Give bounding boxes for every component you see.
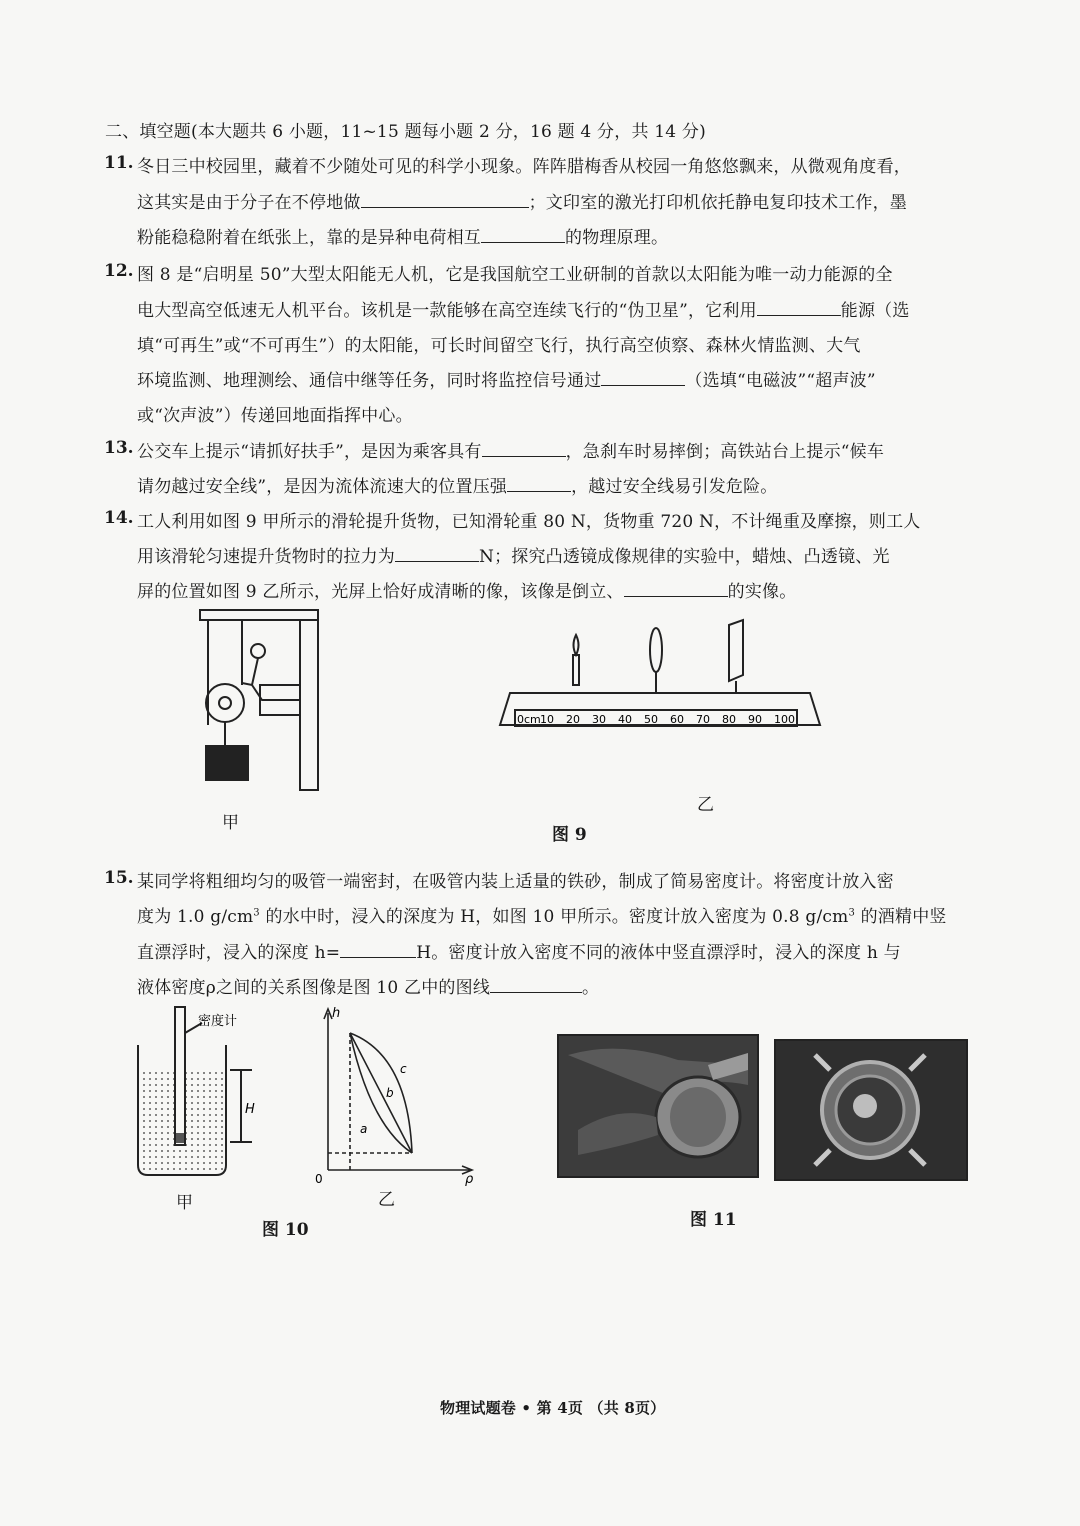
q14-number: 14. [104,508,134,528]
iron-sand [176,1133,184,1143]
ruler-tick-label: 100 [774,713,795,726]
q12-line2-b: 能源（选 [840,301,910,321]
q12-number: 12. [104,261,134,281]
candle [573,655,579,685]
q11-blank-2[interactable] [481,228,565,243]
q15-line2-b: 的水中时，浸入的深度为 H，如图 10 甲所示。密度计放入密度为 0.8 g/cm [259,907,849,927]
section-title: 二、填空题(本大题共 6 小题，11~15 题每小题 2 分，16 题 4 分，共 14 分) [105,122,706,142]
fig9-optical-bench [495,615,825,740]
candle-flame-icon [574,635,579,655]
curve-c-label: c [400,1062,407,1076]
q11-line2-a: 这其实是由于分子在不停地做 [137,193,361,213]
q15-sup-2: 3 [848,907,855,919]
fig11-caption: 图 11 [690,1210,737,1230]
q14-line2-a: 用该滑轮匀速提升货物时的拉力为 [137,547,395,567]
q15-line3-b: H。密度计放入密度不同的液体中竖直漂浮时，浸入的深度 h 与 [416,943,901,963]
q12-line5: 或“次声波”）传递回地面指挥中心。 [137,406,413,426]
q15-line4-a: 液体密度ρ之间的关系图像是图 10 乙中的图线 [137,978,491,998]
q13-line2-a: 请勿越过安全线”，是因为流体流速大的位置压强 [137,477,508,497]
q12-line2-a: 电大型高空低速无人机平台。该机是一款能够在高空连续飞行的“伪卫星”，它利用 [137,301,757,321]
q15-blank-1[interactable] [340,943,416,958]
fig10-label-b: 乙 [378,1190,395,1210]
q15-line3-a: 直漂浮时，浸入的深度 h= [137,943,341,963]
q13-blank-2[interactable] [507,477,571,492]
fig9-pulley-diagram [190,605,330,805]
q15-sup-1: 3 [253,907,260,919]
cargo-block [205,745,249,781]
convex-lens [650,628,662,672]
q15-line2-c: 的酒精中竖 [855,907,947,927]
ruler-tick-label: 90 [748,713,762,726]
fig10-caption: 图 10 [262,1220,309,1240]
q11-line3-b: 的物理原理。 [565,228,669,248]
ruler-unit: 0cm [517,713,541,726]
q12-line1: 图 8 是“启明星 50”大型太阳能无人机，它是我国航空工业研制的首款以太阳能为唯一动力能源的全 [137,265,893,285]
ruler-tick-label: 60 [670,713,684,726]
q15-line4 [137,973,599,998]
fig10-graph [310,1005,480,1185]
q15-line2 [137,902,947,927]
q12-line2 [137,296,910,321]
fig10-label-a: 甲 [176,1193,193,1213]
q12-line4 [137,366,876,391]
q12-line4-b: （选填“电磁波”“超声波” [685,371,876,391]
axis-x-label: ρ [465,1172,474,1187]
ruler-tick-label: 70 [696,713,710,726]
q11-line1: 冬日三中校园里，藏着不少随处可见的科学小现象。阵阵腊梅香从校园一角悠悠飘来，从微观角度看， [137,157,911,177]
fig9-caption: 图 9 [552,825,587,845]
fig9-label-a: 甲 [222,813,239,833]
fig9-label-b: 乙 [697,795,714,815]
q12-blank-1[interactable] [757,301,841,316]
q13-line2 [137,472,778,497]
q12-line3: 填“可再生”或“不可再生”）的太阳能，可长时间留空飞行，执行高空侦察、森林火情监测、大气 [137,336,861,356]
worker-body [242,658,300,700]
q13-line1-b: ，急刹车时易摔倒；高铁站台上提示“候车 [565,442,885,462]
q12-blank-2[interactable] [601,371,685,386]
q14-line1: 工人利用如图 9 甲所示的滑轮提升货物，已知滑轮重 80 N，货物重 720 N，不计绳重及摩擦，则工人 [137,512,921,532]
q11-line2 [137,188,907,213]
q13-line1 [137,437,884,462]
q14-line2 [137,542,890,567]
q14-blank-2[interactable] [624,582,728,597]
q12-line4-a: 环境监测、地理测绘、通信中继等任务，同时将监控信号通过 [137,371,602,391]
movable-pulley [206,684,244,722]
density-meter [175,1007,185,1145]
pulley-wall [300,620,318,790]
axis-y-label: h [332,1006,341,1021]
q13-number: 13. [104,438,134,458]
ruler-tick-label: 20 [566,713,580,726]
origin-label: 0 [315,1172,323,1186]
fig10-beaker [130,1005,260,1185]
q15-blank-2[interactable] [490,978,582,993]
meter-label: 密度计 [198,1014,238,1029]
pulley-axle [219,697,231,709]
q15-line4-b: 。 [582,978,600,998]
fig11-photo-flame [775,1040,967,1180]
q11-number: 11. [104,153,134,173]
q15-line1: 某同学将粗细均匀的吸管一端密封，在吸管内装上适量的铁砂，制成了简易密度计。将密度计放入密 [137,872,894,892]
q14-blank-1[interactable] [395,547,479,562]
ruler-tick-label: 40 [618,713,632,726]
q13-line1-a: 公交车上提示“请抓好扶手”，是因为乘客具有 [137,442,482,462]
q15-line2-a: 度为 1.0 g/cm [137,907,254,927]
q14-line3 [137,577,796,602]
q15-number: 15. [104,868,134,888]
depth-label: H [245,1102,255,1117]
q15-line3 [137,938,901,963]
q11-line2-b: ；文印室的激光打印机依托静电复印技术工作，墨 [528,193,908,213]
light-screen [729,620,743,681]
worker-head [251,644,265,658]
q13-line2-b: ，越过安全线易引发危险。 [571,477,778,497]
ruler-tick-label: 80 [722,713,736,726]
fig11-photo-engine [558,1035,758,1177]
ruler-tick-label: 10 [540,713,554,726]
pulley-beam [200,610,318,620]
q14-line2-b: N；探究凸透镜成像规律的实验中，蜡烛、凸透镜、光 [479,547,890,567]
ruler-tick-label: 50 [644,713,658,726]
curve-a-label: a [360,1122,368,1136]
q11-line3-a: 粉能稳稳附着在纸张上，靠的是异种电荷相互 [137,228,481,248]
q14-line3-a: 屏的位置如图 9 乙所示，光屏上恰好成清晰的像，该像是倒立、 [137,582,624,602]
q14-line3-b: 的实像。 [727,582,797,602]
q13-blank-1[interactable] [482,442,566,457]
page-footer: 物理试题卷 • 第 4页 （共 8页） [440,1399,666,1417]
q11-blank-1[interactable] [361,193,529,208]
q11-line3 [137,223,668,248]
ruler-tick-label: 30 [592,713,606,726]
curve-b-label: b [386,1086,394,1100]
